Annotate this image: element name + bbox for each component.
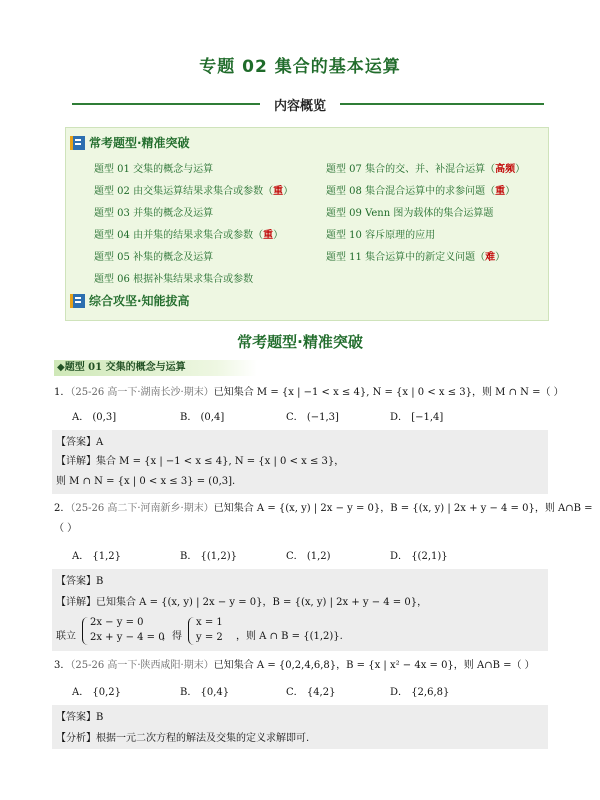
- q1-option-c[interactable]: C． (−1,3]: [286, 412, 339, 423]
- overview-rule-left: [72, 103, 260, 105]
- toc-item-06[interactable]: 题型 06 根据补集结果求集合或参数: [94, 274, 254, 285]
- toc-item-04[interactable]: 题型 04 由并集的结果求集合或参数（重）: [94, 230, 284, 241]
- question-type-label: ◆题型 01 交集的概念与运算: [54, 360, 257, 376]
- book-icon: [70, 136, 85, 150]
- toc-right-column: [326, 160, 525, 270]
- toc-item-09[interactable]: 题型 09 Venn 图为载体的集合运算题: [326, 208, 494, 219]
- q1-option-d[interactable]: D． [−1,4]: [390, 412, 444, 423]
- q3-option-b[interactable]: B． {0,4}: [180, 687, 230, 698]
- q3-answer-panel: [52, 705, 548, 749]
- toc-item-08[interactable]: 题型 08 集合混合运算中的求参问题（重）: [326, 186, 516, 197]
- q3-option-c[interactable]: C． {4,2}: [286, 687, 336, 698]
- q2-solution-y: y = 2: [196, 632, 223, 643]
- q2-system-eq2: 2x + y − 4 = 0: [90, 632, 165, 643]
- toc-item-11[interactable]: 题型 11 集合运算中的新定义问题（难）: [326, 252, 506, 263]
- toc-section-label: 常考题型·精准突破: [89, 136, 190, 150]
- q2-option-b[interactable]: B． {(1,2)}: [180, 551, 237, 562]
- question-1-stem: 1．（25-26 高一下·湖南长沙·期末）已知集合 M = {x | −1 < x ≤ 4}, N = {x | 0 < x ≤ 3}，则 M ∩ N =（ ）: [54, 387, 564, 398]
- toc-section-label: 综合攻坚·知能拔高: [89, 294, 190, 308]
- q2-detail-join-label: 联立: [56, 631, 76, 642]
- toc-item-01[interactable]: 题型 01 交集的概念与运算: [94, 164, 214, 175]
- toc-item-03[interactable]: 题型 03 并集的概念及运算: [94, 208, 214, 219]
- question-2-stem: 2．（25-26 高二下·河南新乡·期末）已知集合 A = {(x, y) | 2x − y = 0}，B = {(x, y) | 2x + y − 4 = 0}，则 A∩B =: [54, 503, 593, 514]
- q3-answer: 【答案】B: [56, 712, 104, 723]
- q2-system-eq1: 2x − y = 0: [90, 617, 144, 628]
- q2-solution-x: x = 1: [196, 617, 223, 628]
- q2-detail-get-label: ，得: [162, 631, 182, 642]
- q2-option-a[interactable]: A． {1,2}: [72, 551, 122, 562]
- q2-option-c[interactable]: C． (1,2): [286, 551, 331, 562]
- q3-option-a[interactable]: A． {0,2}: [72, 687, 122, 698]
- q1-option-a[interactable]: A． (0,3]: [72, 412, 117, 423]
- section-heading: 常考题型·精准突破: [237, 333, 363, 351]
- q1-answer: 【答案】A: [56, 437, 104, 448]
- q2-detail-conclusion: ，则 A ∩ B = {(1,2)}.: [236, 631, 343, 642]
- overview-heading: 内容概览: [273, 99, 326, 114]
- contents-box: [65, 127, 549, 321]
- toc-item-10[interactable]: 题型 10 容斥原理的应用: [326, 230, 436, 241]
- question-2-stem-cont: （ ）: [54, 523, 78, 534]
- q3-option-d[interactable]: D． {2,6,8}: [390, 687, 450, 698]
- solution-brace: [188, 617, 195, 645]
- q3-analysis: 【分析】根据一元二次方程的解法及交集的定义求解即可.: [56, 733, 310, 744]
- book-icon: [70, 294, 85, 308]
- toc-left-column: [94, 160, 293, 292]
- toc-item-07[interactable]: 题型 07 集合的交、并、补混合运算（高频）: [326, 164, 526, 175]
- q1-answer-panel: [52, 430, 548, 494]
- toc-section-common[interactable]: [70, 134, 190, 151]
- q1-option-b[interactable]: B． (0,4]: [180, 412, 225, 423]
- toc-item-05[interactable]: 题型 05 补集的概念及运算: [94, 252, 214, 263]
- toc-item-02[interactable]: 题型 02 由交集运算结果求集合或参数（重）: [94, 186, 294, 197]
- q2-answer-panel: [52, 569, 548, 651]
- toc-section-comprehensive[interactable]: [70, 292, 190, 309]
- q2-detail-line1: 【详解】已知集合 A = {(x, y) | 2x − y = 0}，B = {(x, y) | 2x + y − 4 = 0}，: [56, 597, 428, 608]
- q2-option-d[interactable]: D． {(2,1)}: [390, 551, 448, 562]
- q1-detail-line2: 则 M ∩ N = {x | 0 < x ≤ 3} = (0,3].: [56, 476, 236, 487]
- system-brace: [82, 617, 89, 645]
- overview-rule-right: [340, 103, 544, 105]
- q2-answer: 【答案】B: [56, 576, 104, 587]
- document-title: 专题 02 集合的基本运算: [199, 57, 401, 77]
- question-3-stem: 3．（25-26 高一下·陕西咸阳·期末）已知集合 A = {0,2,4,6,8}，B = {x | x² − 4x = 0}，则 A∩B =（ ）: [54, 660, 535, 671]
- q1-detail-line1: 【详解】集合 M = {x | −1 < x ≤ 4}, N = {x | 0 < x ≤ 3}，: [56, 456, 345, 467]
